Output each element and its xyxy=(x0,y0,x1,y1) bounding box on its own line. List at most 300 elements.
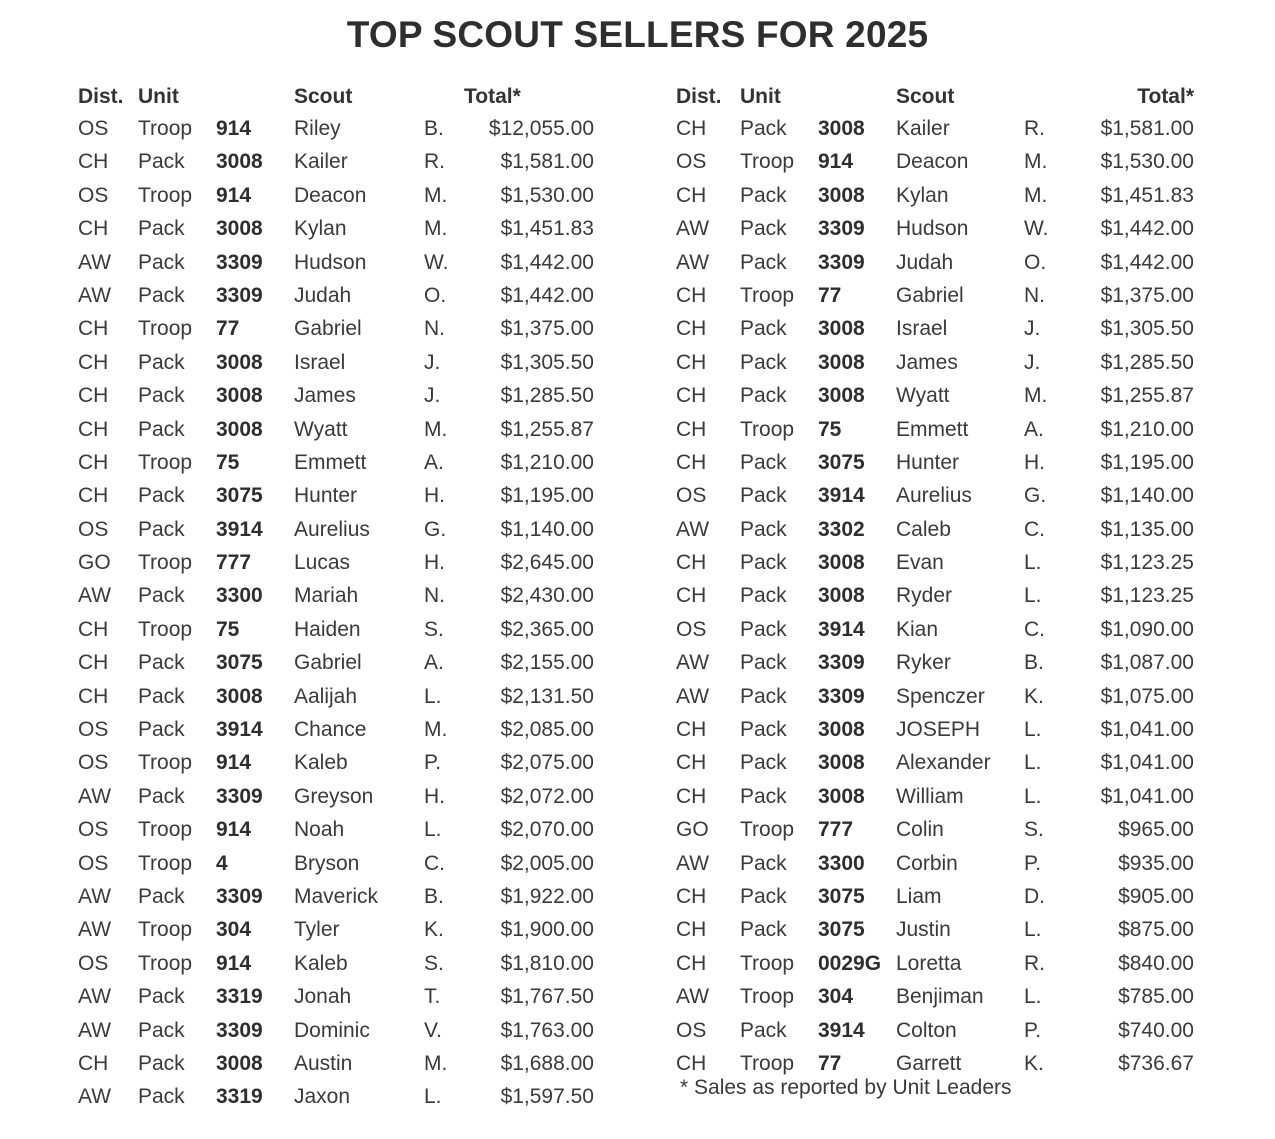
unit-type-cell: Pack xyxy=(740,250,787,274)
header-unit: Unit xyxy=(138,85,179,108)
unit-number-cell: 3008 xyxy=(818,784,865,808)
unit-number-cell: 3309 xyxy=(818,250,865,274)
district-cell: CH xyxy=(676,183,707,207)
scout-name-cell: Maverick xyxy=(294,884,379,908)
table-row xyxy=(74,646,634,679)
scout-name-cell: Riley xyxy=(294,117,341,140)
district-cell: AW xyxy=(676,517,710,541)
total-cell: $1,688.00 xyxy=(500,1051,594,1075)
scout-name-cell: Loretta xyxy=(896,951,962,975)
total-cell: $1,442.00 xyxy=(500,283,594,307)
district-cell: OS xyxy=(676,484,707,508)
scout-name-cell: William xyxy=(896,784,964,808)
unit-type-cell: Pack xyxy=(138,784,185,808)
unit-number-cell: 3075 xyxy=(216,484,263,508)
scout-name-cell: Liam xyxy=(896,884,942,908)
total-cell: $1,581.00 xyxy=(1100,117,1194,140)
district-cell: AW xyxy=(78,250,112,274)
total-cell: $2,430.00 xyxy=(500,584,594,608)
scout-name-cell: Kylan xyxy=(294,217,347,241)
unit-number-cell: 3008 xyxy=(818,751,865,775)
total-cell: $1,442.00 xyxy=(1100,250,1194,274)
unit-type-cell: Pack xyxy=(138,517,185,541)
unit-type-cell: Troop xyxy=(138,317,193,341)
scout-name-cell: Austin xyxy=(294,1051,353,1075)
unit-type-cell: Pack xyxy=(138,884,185,908)
scout-name-cell: Deacon xyxy=(294,183,367,207)
unit-type-cell: Pack xyxy=(740,918,787,942)
scout-name-cell: Ryker xyxy=(896,651,951,675)
scout-initial-cell: M. xyxy=(1024,384,1048,408)
unit-number-cell: 914 xyxy=(216,751,252,775)
scout-initial-cell: J. xyxy=(1024,350,1041,374)
unit-number-cell: 3008 xyxy=(818,117,865,140)
unit-number-cell: 3914 xyxy=(818,1018,865,1042)
scout-initial-cell: O. xyxy=(1024,250,1047,274)
table-row xyxy=(74,680,634,713)
total-cell: $2,085.00 xyxy=(500,718,594,742)
unit-type-cell: Pack xyxy=(740,384,787,408)
scout-name-cell: JOSEPH xyxy=(896,718,981,742)
unit-number-cell: 3075 xyxy=(818,884,865,908)
scout-name-cell: Hudson xyxy=(896,217,969,241)
district-cell: CH xyxy=(78,484,109,508)
total-cell: $1,255.87 xyxy=(500,417,594,441)
table-row xyxy=(74,179,634,212)
district-cell: AW xyxy=(676,851,710,875)
total-cell: $1,090.00 xyxy=(1100,617,1194,641)
unit-number-cell: 914 xyxy=(216,183,252,207)
scout-initial-cell: R. xyxy=(1024,117,1045,140)
unit-type-cell: Pack xyxy=(138,150,185,174)
table-row xyxy=(672,646,1232,679)
unit-type-cell: Pack xyxy=(740,551,787,575)
scout-name-cell: Garrett xyxy=(896,1051,962,1075)
unit-number-cell: 3008 xyxy=(818,384,865,408)
unit-type-cell: Troop xyxy=(740,150,795,174)
total-cell: $1,451.83 xyxy=(500,217,594,241)
unit-number-cell: 75 xyxy=(216,617,240,641)
district-cell: CH xyxy=(676,317,707,341)
unit-type-cell: Troop xyxy=(740,283,795,307)
footnote: * Sales as reported by Unit Leaders xyxy=(680,1076,1012,1099)
unit-number-cell: 3300 xyxy=(216,584,263,608)
total-cell: $1,135.00 xyxy=(1100,517,1194,541)
district-cell: OS xyxy=(78,517,109,541)
district-cell: GO xyxy=(78,551,111,575)
scout-initial-cell: M. xyxy=(424,1051,448,1075)
unit-number-cell: 3008 xyxy=(216,350,263,374)
unit-number-cell: 777 xyxy=(216,551,252,575)
table-row xyxy=(74,1080,634,1113)
scout-initial-cell: L. xyxy=(424,684,442,708)
scout-name-cell: Alexander xyxy=(896,751,991,775)
header-scout: Scout xyxy=(294,85,353,108)
district-cell: CH xyxy=(78,684,109,708)
unit-type-cell: Troop xyxy=(138,951,193,975)
district-cell: CH xyxy=(676,117,707,140)
scout-name-cell: Spenczer xyxy=(896,684,985,708)
scout-initial-cell: N. xyxy=(424,584,445,608)
page-title: TOP SCOUT SELLERS FOR 2025 xyxy=(346,14,929,55)
unit-type-cell: Pack xyxy=(138,250,185,274)
district-cell: AW xyxy=(78,918,112,942)
total-cell: $1,210.00 xyxy=(500,450,594,474)
scout-initial-cell: K. xyxy=(1024,1051,1044,1075)
scout-initial-cell: L. xyxy=(1024,551,1042,575)
unit-type-cell: Pack xyxy=(740,450,787,474)
district-cell: AW xyxy=(676,217,710,241)
table-row xyxy=(74,513,634,546)
total-cell: $1,140.00 xyxy=(1100,484,1194,508)
district-cell: CH xyxy=(676,283,707,307)
district-cell: OS xyxy=(78,751,109,775)
scout-name-cell: Hunter xyxy=(294,484,358,508)
scout-initial-cell: C. xyxy=(1024,517,1045,541)
unit-number-cell: 914 xyxy=(818,150,854,174)
total-cell: $1,767.50 xyxy=(500,985,594,1009)
district-cell: AW xyxy=(78,584,112,608)
total-cell: $1,810.00 xyxy=(500,951,594,975)
unit-number-cell: 3914 xyxy=(818,617,865,641)
header-scout: Scout xyxy=(896,85,955,108)
total-cell: $740.00 xyxy=(1118,1018,1194,1042)
scout-name-cell: Kaleb xyxy=(294,751,348,775)
unit-number-cell: 3075 xyxy=(818,450,865,474)
unit-number-cell: 3008 xyxy=(216,417,263,441)
district-cell: CH xyxy=(676,951,707,975)
total-cell: $1,195.00 xyxy=(500,484,594,508)
district-cell: AW xyxy=(676,985,710,1009)
unit-number-cell: 3008 xyxy=(216,150,263,174)
total-cell: $1,442.00 xyxy=(500,250,594,274)
table-row xyxy=(74,913,634,946)
table-row xyxy=(74,546,634,579)
scout-initial-cell: L. xyxy=(424,818,442,842)
total-cell: $1,530.00 xyxy=(500,183,594,207)
total-cell: $2,075.00 xyxy=(500,751,594,775)
scout-initial-cell: H. xyxy=(424,551,445,575)
scout-name-cell: Kailer xyxy=(294,150,348,174)
scout-initial-cell: L. xyxy=(1024,985,1042,1009)
district-cell: CH xyxy=(78,384,109,408)
scout-initial-cell: V. xyxy=(424,1018,442,1042)
scout-name-cell: Aurelius xyxy=(294,517,370,541)
scout-name-cell: Jaxon xyxy=(294,1085,351,1109)
table-body-left xyxy=(74,112,634,1114)
total-cell: $2,131.50 xyxy=(500,684,594,708)
unit-number-cell: 77 xyxy=(818,1051,842,1075)
total-cell: $1,195.00 xyxy=(1100,450,1194,474)
scout-initial-cell: R. xyxy=(1024,951,1045,975)
scout-initial-cell: G. xyxy=(424,517,447,541)
district-cell: AW xyxy=(78,283,112,307)
scout-name-cell: Tyler xyxy=(294,918,340,942)
total-cell: $1,763.00 xyxy=(500,1018,594,1042)
total-cell: $1,075.00 xyxy=(1100,684,1194,708)
total-cell: $875.00 xyxy=(1118,918,1194,942)
table-row xyxy=(74,980,634,1013)
table-row xyxy=(672,513,1232,546)
scout-name-cell: Hudson xyxy=(294,250,367,274)
scout-name-cell: Noah xyxy=(294,818,345,842)
total-cell: $935.00 xyxy=(1118,851,1194,875)
district-cell: CH xyxy=(78,350,109,374)
table-row xyxy=(672,112,1232,145)
unit-type-cell: Troop xyxy=(138,551,193,575)
scout-name-cell: Jonah xyxy=(294,985,352,1009)
total-cell: $1,041.00 xyxy=(1100,751,1194,775)
table-row xyxy=(672,446,1232,479)
unit-number-cell: 3008 xyxy=(818,584,865,608)
scout-name-cell: Evan xyxy=(896,551,944,575)
total-cell: $1,900.00 xyxy=(500,918,594,942)
district-cell: CH xyxy=(676,417,707,441)
table-row xyxy=(672,947,1232,980)
unit-type-cell: Pack xyxy=(138,283,185,307)
district-cell: OS xyxy=(78,117,109,140)
unit-number-cell: 77 xyxy=(818,283,842,307)
scout-initial-cell: O. xyxy=(424,283,447,307)
table-row xyxy=(74,112,634,145)
unit-number-cell: 914 xyxy=(216,117,252,140)
scout-name-cell: Gabriel xyxy=(294,317,362,341)
total-cell: $1,375.00 xyxy=(1100,283,1194,307)
table-body-right xyxy=(672,112,1232,1080)
unit-number-cell: 3008 xyxy=(216,1051,263,1075)
scout-name-cell: Benjiman xyxy=(896,985,984,1009)
unit-number-cell: 3008 xyxy=(818,718,865,742)
scout-name-cell: Greyson xyxy=(294,784,374,808)
scout-name-cell: Israel xyxy=(896,317,948,341)
total-cell: $1,285.50 xyxy=(1100,350,1194,374)
unit-type-cell: Pack xyxy=(740,584,787,608)
unit-type-cell: Pack xyxy=(138,985,185,1009)
total-cell: $2,005.00 xyxy=(500,851,594,875)
total-cell: $1,041.00 xyxy=(1100,718,1194,742)
scout-name-cell: Kaleb xyxy=(294,951,348,975)
scout-initial-cell: S. xyxy=(424,951,444,975)
scout-name-cell: James xyxy=(294,384,356,408)
unit-number-cell: 3319 xyxy=(216,985,263,1009)
sellers-table-right xyxy=(672,82,1232,1080)
unit-number-cell: 3008 xyxy=(818,317,865,341)
table-row xyxy=(672,746,1232,779)
table-row xyxy=(74,413,634,446)
unit-number-cell: 777 xyxy=(818,818,854,842)
scout-initial-cell: K. xyxy=(424,918,444,942)
total-cell: $736.67 xyxy=(1118,1051,1194,1075)
total-cell: $1,087.00 xyxy=(1100,651,1194,675)
scout-name-cell: Gabriel xyxy=(896,283,964,307)
scout-name-cell: Haiden xyxy=(294,617,361,641)
scout-initial-cell: B. xyxy=(1024,651,1044,675)
table-row xyxy=(74,212,634,245)
unit-number-cell: 3309 xyxy=(216,283,263,307)
district-cell: AW xyxy=(78,784,112,808)
scout-name-cell: Emmett xyxy=(294,450,367,474)
table-row xyxy=(672,579,1232,612)
scout-name-cell: Wyatt xyxy=(294,417,348,441)
scout-name-cell: Judah xyxy=(294,283,352,307)
district-cell: CH xyxy=(78,217,109,241)
table-row xyxy=(74,1014,634,1047)
total-cell: $1,123.25 xyxy=(1100,551,1194,575)
table-row xyxy=(672,246,1232,279)
scout-name-cell: Wyatt xyxy=(896,384,950,408)
district-cell: CH xyxy=(676,918,707,942)
scout-initial-cell: J. xyxy=(1024,317,1041,341)
unit-number-cell: 3309 xyxy=(818,651,865,675)
district-cell: CH xyxy=(78,651,109,675)
unit-number-cell: 3319 xyxy=(216,1085,263,1109)
unit-number-cell: 304 xyxy=(216,918,252,942)
unit-type-cell: Troop xyxy=(138,851,193,875)
scout-initial-cell: M. xyxy=(1024,150,1048,174)
table-row xyxy=(74,346,634,379)
scout-name-cell: Bryson xyxy=(294,851,360,875)
district-cell: AW xyxy=(78,884,112,908)
unit-type-cell: Troop xyxy=(138,117,193,140)
district-cell: CH xyxy=(78,317,109,341)
district-cell: CH xyxy=(78,150,109,174)
scout-initial-cell: H. xyxy=(424,484,445,508)
header-dist: Dist. xyxy=(78,85,124,108)
table-row xyxy=(672,780,1232,813)
unit-number-cell: 3309 xyxy=(216,884,263,908)
scout-name-cell: Colin xyxy=(896,818,944,842)
table-row xyxy=(672,379,1232,412)
unit-number-cell: 3309 xyxy=(216,250,263,274)
district-cell: CH xyxy=(78,1051,109,1075)
unit-type-cell: Troop xyxy=(740,985,795,1009)
total-cell: $1,140.00 xyxy=(500,517,594,541)
scout-name-cell: Gabriel xyxy=(294,651,362,675)
table-row xyxy=(672,179,1232,212)
district-cell: OS xyxy=(676,617,707,641)
unit-number-cell: 3914 xyxy=(216,718,263,742)
table-row xyxy=(74,746,634,779)
district-cell: CH xyxy=(676,350,707,374)
district-cell: CH xyxy=(676,784,707,808)
unit-type-cell: Pack xyxy=(740,884,787,908)
scout-initial-cell: A. xyxy=(1024,417,1044,441)
unit-number-cell: 304 xyxy=(818,985,854,1009)
unit-type-cell: Pack xyxy=(740,617,787,641)
unit-type-cell: Troop xyxy=(740,818,795,842)
unit-type-cell: Troop xyxy=(138,818,193,842)
unit-number-cell: 3914 xyxy=(818,484,865,508)
scout-name-cell: Kian xyxy=(896,617,939,641)
district-cell: CH xyxy=(676,551,707,575)
unit-number-cell: 3302 xyxy=(818,517,865,541)
table-row xyxy=(74,446,634,479)
table-row xyxy=(74,847,634,880)
total-cell: $1,285.50 xyxy=(500,384,594,408)
scout-initial-cell: A. xyxy=(424,651,444,675)
scout-initial-cell: M. xyxy=(424,417,448,441)
total-cell: $2,645.00 xyxy=(500,551,594,575)
district-cell: CH xyxy=(676,450,707,474)
scout-name-cell: Colton xyxy=(896,1018,957,1042)
unit-type-cell: Troop xyxy=(740,1051,795,1075)
unit-type-cell: Troop xyxy=(138,751,193,775)
unit-type-cell: Pack xyxy=(138,718,185,742)
unit-type-cell: Pack xyxy=(740,183,787,207)
scout-initial-cell: M. xyxy=(424,718,448,742)
scout-initial-cell: L. xyxy=(1024,584,1042,608)
total-cell: $965.00 xyxy=(1118,818,1194,842)
scout-initial-cell: B. xyxy=(424,884,444,908)
unit-type-cell: Pack xyxy=(138,217,185,241)
scout-name-cell: Emmett xyxy=(896,417,969,441)
scout-name-cell: Deacon xyxy=(896,150,969,174)
total-cell: $840.00 xyxy=(1118,951,1194,975)
total-cell: $1,581.00 xyxy=(500,150,594,174)
scout-initial-cell: P. xyxy=(1024,851,1042,875)
unit-number-cell: 3008 xyxy=(818,183,865,207)
unit-type-cell: Pack xyxy=(138,1085,185,1109)
scout-name-cell: Kylan xyxy=(896,183,949,207)
unit-type-cell: Pack xyxy=(138,484,185,508)
unit-type-cell: Pack xyxy=(740,484,787,508)
district-cell: CH xyxy=(676,384,707,408)
scout-name-cell: Judah xyxy=(896,250,954,274)
scout-initial-cell: S. xyxy=(424,617,444,641)
total-cell: $1,922.00 xyxy=(500,884,594,908)
scout-name-cell: Justin xyxy=(896,918,951,942)
table-row xyxy=(74,312,634,345)
unit-number-cell: 3309 xyxy=(818,684,865,708)
unit-number-cell: 914 xyxy=(216,818,252,842)
unit-type-cell: Pack xyxy=(740,684,787,708)
district-cell: CH xyxy=(676,884,707,908)
scout-initial-cell: L. xyxy=(424,1085,442,1109)
unit-type-cell: Pack xyxy=(740,317,787,341)
table-row xyxy=(672,713,1232,746)
total-cell: $785.00 xyxy=(1118,985,1194,1009)
table-row xyxy=(672,312,1232,345)
unit-number-cell: 75 xyxy=(216,450,240,474)
scout-name-cell: Caleb xyxy=(896,517,951,541)
unit-type-cell: Pack xyxy=(740,350,787,374)
unit-number-cell: 75 xyxy=(818,417,842,441)
scout-name-cell: Chance xyxy=(294,718,367,742)
total-cell: $1,375.00 xyxy=(500,317,594,341)
district-cell: GO xyxy=(676,818,709,842)
unit-type-cell: Troop xyxy=(138,617,193,641)
district-cell: AW xyxy=(78,1085,112,1109)
total-cell: $1,041.00 xyxy=(1100,784,1194,808)
scout-initial-cell: N. xyxy=(1024,283,1045,307)
scout-initial-cell: T. xyxy=(424,985,441,1009)
table-row xyxy=(74,713,634,746)
district-cell: AW xyxy=(676,250,710,274)
table-row xyxy=(74,780,634,813)
unit-type-cell: Pack xyxy=(740,851,787,875)
table-header xyxy=(672,82,1232,112)
scout-initial-cell: L. xyxy=(1024,751,1042,775)
unit-type-cell: Pack xyxy=(138,350,185,374)
scout-name-cell: Lucas xyxy=(294,551,351,575)
scout-initial-cell: J. xyxy=(424,384,441,408)
table-row xyxy=(672,546,1232,579)
scout-name-cell: Hunter xyxy=(896,450,960,474)
table-row xyxy=(672,479,1232,512)
district-cell: OS xyxy=(78,851,109,875)
total-cell: $1,451.83 xyxy=(1100,183,1194,207)
scout-name-cell: Aurelius xyxy=(896,484,972,508)
